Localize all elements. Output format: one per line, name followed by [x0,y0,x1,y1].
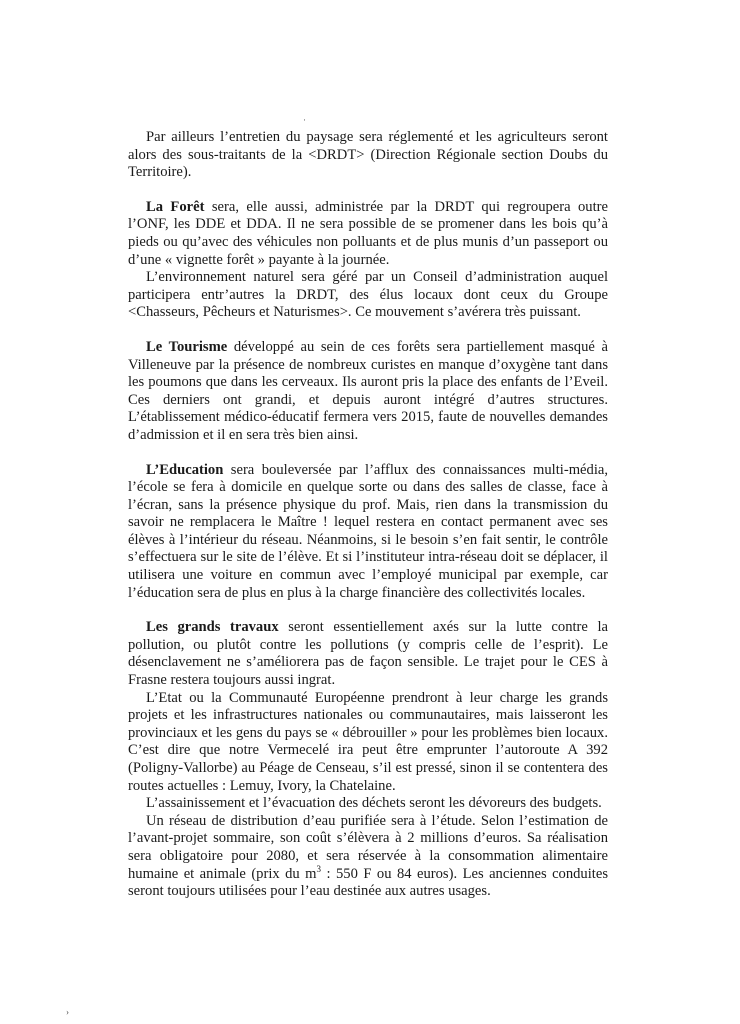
paragraph [128,339,608,445]
paragraph-text: Un réseau de distribution d’eau purifiée sera à l’étude. Selon l’estimation de l’avant-projet sommaire, son coût s’élèvera à 2 millions d’euros. Sa réalisation sera obligatoire pour 2080, et sera réservée à la consommation alimentaire humaine et animale (prix du m [128,812,608,882]
document-page [128,129,608,901]
scan-speck: · [303,115,306,125]
paragraph-text: L’environnement naturel sera géré par un Conseil d’administration auquel participera entr’autres la DRDT, des élus locaux dont ceux du Groupe <Chasseurs, Pêcheurs et Naturismes>. Ce mouvement s’avérera très puissant. [128,269,608,321]
paragraph-text: : 550 F ou 84 euros). Les anciennes conduites seront toujours utilisées pour l’eau destinée aux autres usages. [128,865,608,900]
paragraph [128,813,608,901]
paragraph-text: L’Etat ou la Communauté Européenne prendront à leur charge les grands projets et les infrastructures nationales ou communautaires, mais laisseront les provinciaux et les gens du pays se « débrouiller » pour les problèmes bien locaux. C’est dire que notre Vermecelé ira peut être emprunter l’autoroute A 392 (Poligny-Vallorbe) au Péage de Censeau, s’il est pressé, sinon il se contentera des routes actuelles : Lemuy, Ivory, la Chatelaine. [128,689,608,794]
section-gap [128,182,608,199]
scan-speck: › [66,1007,69,1017]
paragraph-text: seront essentiellement axés sur la lutte contre la pollution, ou plutôt contre les pollutions (y compris celle de l’esprit). Le désenclavement ne s’améliorera pas de façon sensible. Le trajet pour le CES à Frasne restera toujours aussi ingrat. [128,619,608,689]
paragraph [128,129,608,182]
section-heading: La Forêt [146,198,205,215]
section-heading: Le Tourisme [146,338,228,355]
section-intro [128,129,608,182]
section-gap [128,445,608,462]
section-gap [128,322,608,339]
section-education [128,462,608,603]
paragraph [128,795,608,813]
paragraph-text: sera, elle aussi, administrée par la DRDT qui regroupera outre l’ONF, les DDE et DDA. Il ne sera possible de se promener dans les bois qu’à pieds ou qu’avec des véhicules non polluants et de plus munis d’un passeport ou d’une « vignette forêt » payante à la journée. [128,198,608,268]
section-grands-travaux [128,619,608,901]
section-tourisme [128,339,608,445]
superscript: 3 [316,863,322,874]
paragraph [128,462,608,603]
paragraph [128,199,608,269]
paragraph-text: L’assainissement et l’évacuation des déchets seront les dévoreurs des budgets. [146,795,602,812]
section-heading: L’Education [146,461,224,478]
section-heading: Les grands travaux [146,619,279,636]
paragraph [128,619,608,689]
paragraph-text: développé au sein de ces forêts sera partiellement masqué à Villeneuve par la présence de nombreux curistes en manque d’oxygène tant dans les poumons que dans les cerveaux. Ils auront pris la place des enfants de l’Eveil. Ces derniers ont grandi, et depuis auront intégré d’autres structures. L’établissement médico-éducatif fermera vers 2015, faute de nouvelles demandes d’admission et il en sera très bien ainsi. [128,338,608,443]
paragraph [128,690,608,796]
paragraph-text: sera bouleversée par l’afflux des connaissances multi-média, l’école se fera à domicile en quelque sorte ou dans des salles de classe, face à l’écran, sans la présence physique du prof. Mais, rien dans la transmission du savoir ne remplacera le Maître ! lequel restera en contact permanent avec ses élèves à l’intérieur du réseau. Néanmoins, si le besoin s’en fait sentir, le contrôle s’effectuera sur le site de l’élève. Et si l’instituteur intra-réseau doit se déplacer, il utilisera une voiture en commun avec l’employé municipal par exemple, car l’éducation sera de plus en plus à la charge financière des collectivités locales. [128,461,608,601]
paragraph [128,269,608,322]
section-foret [128,199,608,322]
section-gap [128,602,608,619]
paragraph-text: Par ailleurs l’entretien du paysage sera réglementé et les agriculteurs seront alors des sous-traitants de la <DRDT> (Direction Régionale section Doubs du Territoire). [128,129,608,181]
